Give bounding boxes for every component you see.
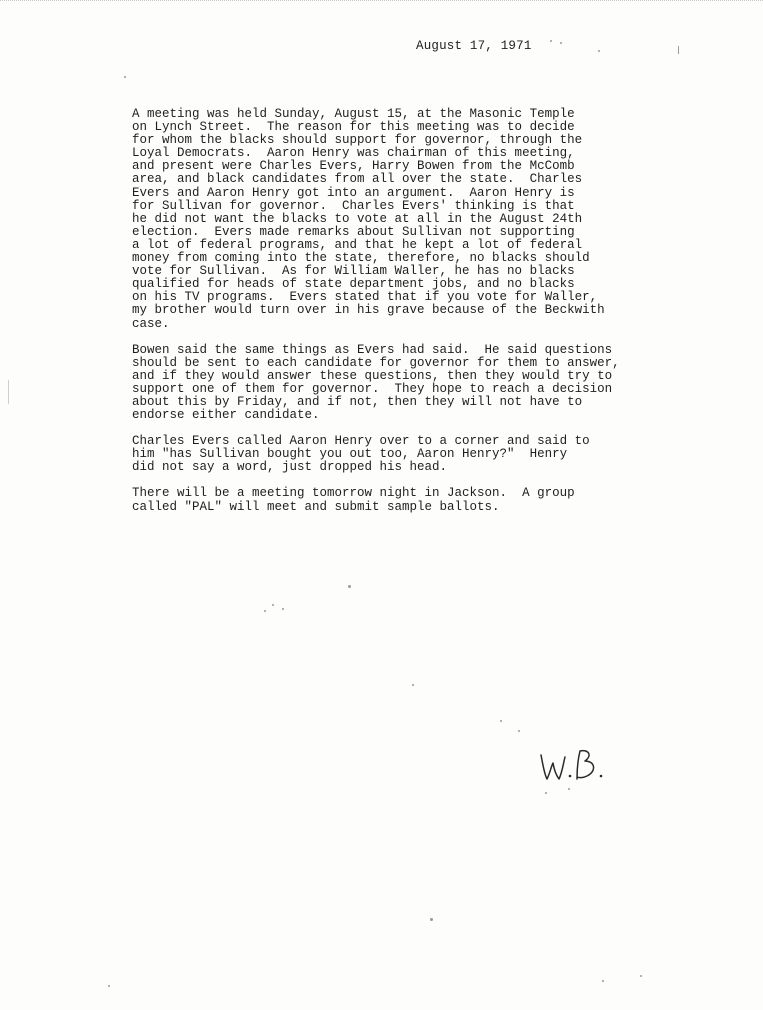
text-line: did not say a word, just dropped his head. [132,460,448,475]
scan-speck [640,975,642,977]
scan-speck [598,50,600,52]
text-line: for Sullivan for governor. Charles Evers' thinking is that [132,198,575,213]
paragraph-upcoming-meeting [132,487,652,513]
scan-speck [264,610,266,612]
text-line: for whom the blacks should support for governor, through the [132,133,583,148]
text-line: Charles Evers called Aaron Henry over to a corner and said to [132,434,590,449]
text-line: should be sent to each candidate for governor for them to answer, [132,355,620,370]
memo-body [132,108,652,527]
document-date: August 17, 1971 [416,39,532,53]
scan-speck [560,42,562,44]
text-line: Loyal Democrats. Aaron Henry was chairman of this meeting, [132,146,575,161]
text-line: area, and black candidates from all over the state. Charles [132,172,583,187]
scan-speck [500,720,502,722]
text-line: on his TV programs. Evers stated that if you vote for Waller, [132,290,598,305]
paragraph-bowen-statement [132,344,652,423]
text-line: vote for Sullivan. As for William Waller, he has no blacks [132,264,575,279]
scan-speck [545,792,547,794]
paragraph-evers-henry-exchange [132,435,652,474]
text-line: him "has Sullivan bought you out too, Aaron Henry?" Henry [132,447,568,462]
paragraph-meeting-report [132,108,652,331]
text-line: and present were Charles Evers, Harry Bowen from the McComb [132,159,575,174]
text-line: support one of them for governor. They hope to reach a decision [132,381,613,396]
text-line: case. [132,316,170,331]
scan-speck [550,40,552,42]
scan-speck [430,918,433,921]
text-line: Bowen said the same things as Evers had said. He said questions [132,342,613,357]
text-line: and if they would answer these questions, then they would try to [132,368,613,383]
text-line: A meeting was held Sunday, August 15, at the Masonic Temple [132,107,575,121]
text-line: my brother would turn over in his grave because of the Beckwith [132,303,605,318]
text-line: election. Evers made remarks about Sullivan not supporting [132,224,575,239]
scan-speck [282,608,284,610]
scan-speck [412,684,414,686]
scan-speck [678,46,679,54]
scan-speck [348,585,351,588]
scan-speck [568,788,570,790]
text-line: endorse either candidate. [132,408,320,423]
text-line: about this by Friday, and if not, then they will not have to [132,394,583,409]
scan-speck [108,985,110,987]
text-line: a lot of federal programs, and that he kept a lot of federal [132,237,583,252]
scan-speck [8,380,9,404]
scan-speck [124,76,126,78]
text-line: money from coming into the state, therefore, no blacks should [132,251,590,266]
text-line: called "PAL" will meet and submit sample ballots. [132,499,500,514]
text-line: qualified for heads of state department jobs, and no blacks [132,277,575,292]
text-line: Evers and Aaron Henry got into an argument. Aaron Henry is [132,185,575,200]
scan-speck [272,604,274,606]
top-edge-border [0,0,763,3]
text-line: There will be a meeting tomorrow night in Jackson. A group [132,486,575,501]
text-line: on Lynch Street. The reason for this meeting was to decide [132,120,575,135]
text-line: he did not want the blacks to vote at all in the August 24th [132,211,583,226]
handwritten-signature [535,745,615,789]
scan-speck [518,730,520,732]
scan-speck [602,980,604,982]
